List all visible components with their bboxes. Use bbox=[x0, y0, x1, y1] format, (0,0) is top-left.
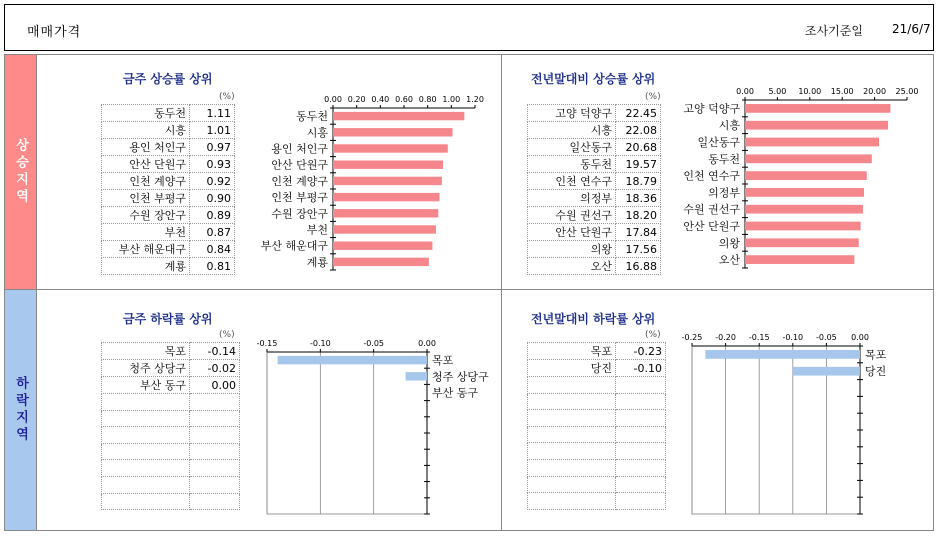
table-row bbox=[528, 476, 666, 493]
region-name: 시흥 bbox=[102, 122, 190, 139]
category-label: 인천 연수구 bbox=[683, 169, 740, 183]
unit-weekly-down: (%) bbox=[219, 330, 235, 340]
category-label: 오산 bbox=[718, 253, 740, 267]
table-row bbox=[102, 476, 240, 493]
rate-value bbox=[190, 493, 240, 510]
bar bbox=[333, 144, 448, 152]
table-row bbox=[102, 156, 235, 173]
x-tick-label: 0.00 bbox=[418, 339, 436, 348]
region-name: 안산 단원구 bbox=[102, 156, 190, 173]
rate-value: 22.45 bbox=[616, 105, 661, 122]
unit-ytd-down: (%) bbox=[645, 330, 661, 340]
table-row bbox=[528, 139, 661, 156]
bar bbox=[333, 160, 443, 168]
region-name bbox=[528, 459, 616, 476]
category-label: 수원 장안구 bbox=[271, 207, 328, 221]
table-row bbox=[528, 459, 666, 476]
region-name: 의왕 bbox=[528, 241, 616, 258]
x-tick-label: 0.80 bbox=[418, 95, 437, 104]
region-name: 인천 계양구 bbox=[102, 173, 190, 190]
category-label: 당진 bbox=[865, 365, 887, 379]
bar bbox=[745, 188, 864, 197]
region-name: 목포 bbox=[102, 343, 190, 360]
table-row bbox=[528, 443, 666, 460]
rate-value: -0.23 bbox=[616, 343, 666, 360]
rate-value: 0.87 bbox=[190, 224, 235, 241]
table-row bbox=[528, 360, 666, 377]
bar bbox=[333, 209, 438, 217]
x-tick-label: 0.00 bbox=[324, 95, 342, 104]
region-name: 목포 bbox=[528, 343, 616, 360]
table-row bbox=[102, 443, 240, 460]
table-row bbox=[102, 139, 235, 156]
region-name: 당진 bbox=[528, 360, 616, 377]
rate-value: -0.14 bbox=[190, 343, 240, 360]
table-row bbox=[528, 393, 666, 410]
region-name bbox=[102, 460, 190, 477]
table-row bbox=[102, 343, 240, 360]
category-label: 시흥 bbox=[718, 119, 740, 133]
x-tick-label: 0.00 bbox=[736, 87, 754, 96]
region-name: 안산 단원구 bbox=[528, 224, 616, 241]
category-label: 부산 해운대구 bbox=[260, 239, 328, 253]
panel-title-weekly-up: 금주 상승률 상위 bbox=[123, 72, 213, 86]
rate-value: 17.56 bbox=[616, 241, 661, 258]
category-label: 계룡 bbox=[306, 255, 328, 269]
table-row bbox=[528, 258, 661, 275]
category-label: 인천 계양구 bbox=[271, 174, 328, 188]
region-name bbox=[102, 443, 190, 460]
region-name: 부천 bbox=[102, 224, 190, 241]
region-name bbox=[528, 393, 616, 410]
section-label-falling bbox=[5, 290, 36, 530]
table-row bbox=[528, 173, 661, 190]
table-row bbox=[102, 394, 240, 411]
rate-value: 22.08 bbox=[616, 122, 661, 139]
table-row bbox=[528, 207, 661, 224]
chart-ytd-up bbox=[667, 86, 929, 272]
table-row bbox=[102, 190, 235, 207]
bar bbox=[745, 238, 859, 247]
category-label: 부천 bbox=[306, 223, 328, 237]
table-ytd-down bbox=[527, 342, 666, 510]
chart-ytd-down bbox=[680, 330, 930, 518]
bar bbox=[745, 255, 854, 264]
bar bbox=[278, 356, 427, 364]
region-name bbox=[528, 410, 616, 427]
rate-value bbox=[616, 459, 666, 476]
rate-value bbox=[616, 443, 666, 460]
region-name bbox=[102, 410, 190, 427]
rate-value: 20.68 bbox=[616, 139, 661, 156]
rate-value: -0.02 bbox=[190, 360, 240, 377]
rate-value: 0.92 bbox=[190, 173, 235, 190]
region-name bbox=[528, 476, 616, 493]
x-tick-label: 1.00 bbox=[442, 95, 461, 104]
table-row bbox=[102, 360, 240, 377]
region-name: 계룡 bbox=[102, 258, 190, 275]
region-name bbox=[528, 426, 616, 443]
section-divider bbox=[4, 289, 934, 290]
x-tick-label: -0.10 bbox=[782, 333, 804, 342]
bar bbox=[333, 193, 440, 201]
region-name: 부산 동구 bbox=[102, 377, 190, 394]
category-label: 시흥 bbox=[306, 126, 328, 140]
category-label: 부산 동구 bbox=[432, 386, 479, 400]
bar bbox=[793, 367, 860, 376]
category-label: 목포 bbox=[865, 348, 887, 362]
bar bbox=[745, 171, 867, 180]
bar bbox=[333, 241, 432, 249]
table-row bbox=[528, 241, 661, 258]
x-tick-label: 0.40 bbox=[371, 95, 390, 104]
survey-date-label: 조사기준일 bbox=[805, 24, 863, 38]
rate-value: 17.84 bbox=[616, 224, 661, 241]
x-tick-label: -0.05 bbox=[363, 339, 385, 348]
table-weekly-up bbox=[101, 104, 235, 275]
bar bbox=[406, 372, 427, 380]
bar bbox=[333, 225, 436, 233]
category-label: 청주 상당구 bbox=[432, 370, 489, 384]
rate-value: 1.11 bbox=[190, 105, 235, 122]
bar bbox=[333, 258, 429, 266]
table-row bbox=[102, 207, 235, 224]
region-name bbox=[528, 493, 616, 510]
rate-value: 1.01 bbox=[190, 122, 235, 139]
rate-value: 0.97 bbox=[190, 139, 235, 156]
rate-value bbox=[190, 460, 240, 477]
region-name: 시흥 bbox=[528, 122, 616, 139]
table-row bbox=[102, 427, 240, 444]
unit-ytd-up: (%) bbox=[645, 92, 661, 102]
rate-value bbox=[190, 410, 240, 427]
chart-weekly-down bbox=[255, 336, 500, 518]
bar bbox=[333, 128, 453, 136]
rate-value: 18.36 bbox=[616, 190, 661, 207]
x-tick-label: -0.25 bbox=[681, 333, 703, 342]
rate-value bbox=[616, 476, 666, 493]
plot-frame bbox=[267, 352, 427, 514]
rate-value bbox=[616, 377, 666, 394]
region-name: 인천 부평구 bbox=[102, 190, 190, 207]
rate-value bbox=[190, 394, 240, 411]
bar bbox=[745, 154, 872, 163]
table-row bbox=[102, 493, 240, 510]
x-tick-label: 1.20 bbox=[466, 95, 484, 104]
category-label: 용인 처인구 bbox=[271, 142, 328, 156]
table-row bbox=[102, 224, 235, 241]
category-label: 고양 덕양구 bbox=[683, 102, 740, 116]
bar bbox=[705, 350, 860, 359]
region-name bbox=[528, 443, 616, 460]
side-divider bbox=[36, 54, 37, 531]
table-row bbox=[528, 343, 666, 360]
rate-value bbox=[616, 393, 666, 410]
region-name: 일산동구 bbox=[528, 139, 616, 156]
table-row bbox=[528, 410, 666, 427]
category-label: 의정부 bbox=[708, 186, 740, 200]
panel-title-ytd-down: 전년말대비 하락률 상위 bbox=[531, 312, 656, 326]
rate-value: 0.89 bbox=[190, 207, 235, 224]
table-row bbox=[102, 241, 235, 258]
table-row bbox=[528, 377, 666, 394]
survey-date-value: 21/6/7 bbox=[892, 22, 931, 36]
table-row bbox=[102, 173, 235, 190]
rate-value: 0.00 bbox=[190, 377, 240, 394]
region-name bbox=[102, 493, 190, 510]
region-name: 부산 해운대구 bbox=[102, 241, 190, 258]
section-label-rising bbox=[5, 55, 36, 289]
rate-value bbox=[616, 426, 666, 443]
x-tick-label: 10.00 bbox=[798, 87, 822, 96]
category-label: 동두천 bbox=[296, 110, 328, 124]
region-name: 의정부 bbox=[528, 190, 616, 207]
table-row bbox=[528, 426, 666, 443]
region-name: 용인 처인구 bbox=[102, 139, 190, 156]
x-tick-label: 0.20 bbox=[347, 95, 366, 104]
rate-value bbox=[616, 410, 666, 427]
region-name bbox=[528, 377, 616, 394]
table-row bbox=[102, 258, 235, 275]
table-ytd-up bbox=[527, 104, 661, 275]
region-name: 고양 덕양구 bbox=[528, 105, 616, 122]
x-tick-label: -0.20 bbox=[715, 333, 736, 342]
table-row bbox=[528, 156, 661, 173]
category-label: 안산 단원구 bbox=[271, 158, 328, 172]
table-row bbox=[102, 105, 235, 122]
region-name bbox=[102, 476, 190, 493]
region-name bbox=[102, 394, 190, 411]
unit-weekly-up: (%) bbox=[219, 92, 235, 102]
x-tick-label: 5.00 bbox=[768, 87, 787, 96]
region-name: 인천 연수구 bbox=[528, 173, 616, 190]
x-tick-label: 20.00 bbox=[863, 87, 887, 96]
rate-value: -0.10 bbox=[616, 360, 666, 377]
category-label: 안산 단원구 bbox=[683, 220, 740, 233]
rate-value: 18.79 bbox=[616, 173, 661, 190]
category-label: 수원 권선구 bbox=[683, 203, 740, 217]
header-bar bbox=[4, 4, 934, 51]
chart-weekly-up bbox=[245, 92, 495, 272]
table-row bbox=[102, 410, 240, 427]
table-row bbox=[528, 190, 661, 207]
region-name: 동두천 bbox=[102, 105, 190, 122]
x-tick-label: -0.15 bbox=[256, 339, 278, 348]
region-name: 동두천 bbox=[528, 156, 616, 173]
bar bbox=[745, 205, 863, 214]
bar bbox=[745, 222, 861, 231]
bar bbox=[745, 104, 890, 113]
page-title: 매매가격 bbox=[27, 25, 82, 40]
table-row bbox=[102, 460, 240, 477]
bar bbox=[745, 138, 879, 147]
x-tick-label: 15.00 bbox=[830, 87, 854, 96]
rate-value: 18.20 bbox=[616, 207, 661, 224]
rate-value: 0.93 bbox=[190, 156, 235, 173]
rate-value: 0.90 bbox=[190, 190, 235, 207]
category-label: 인천 부평구 bbox=[271, 191, 328, 205]
x-tick-label: 25.00 bbox=[895, 87, 919, 96]
x-tick-label: -0.05 bbox=[816, 333, 837, 342]
bar bbox=[745, 121, 888, 130]
region-name bbox=[102, 427, 190, 444]
x-tick-label: -0.15 bbox=[748, 333, 770, 342]
bar bbox=[333, 177, 442, 185]
panel-title-ytd-up: 전년말대비 상승률 상위 bbox=[531, 72, 656, 86]
rate-value bbox=[190, 427, 240, 444]
region-name: 수원 권선구 bbox=[528, 207, 616, 224]
table-row bbox=[102, 122, 235, 139]
section-label-rising-text: 상승지역 bbox=[13, 138, 28, 206]
table-row bbox=[528, 224, 661, 241]
table-row bbox=[528, 105, 661, 122]
category-label: 목포 bbox=[432, 354, 454, 368]
category-label: 동두천 bbox=[708, 152, 740, 166]
region-name: 청주 상당구 bbox=[102, 360, 190, 377]
bar bbox=[333, 112, 464, 120]
category-label: 일산동구 bbox=[697, 136, 740, 149]
x-tick-label: 0.60 bbox=[395, 95, 413, 104]
rate-value bbox=[190, 476, 240, 493]
x-tick-label: -0.10 bbox=[309, 339, 331, 348]
region-name: 수원 장안구 bbox=[102, 207, 190, 224]
panel-title-weekly-down: 금주 하락률 상위 bbox=[123, 312, 213, 326]
category-label: 의왕 bbox=[718, 236, 740, 250]
section-label-falling-text: 하락지역 bbox=[13, 376, 28, 444]
rate-value: 16.88 bbox=[616, 258, 661, 275]
table-row bbox=[102, 377, 240, 394]
table-weekly-down bbox=[101, 342, 240, 510]
center-divider bbox=[501, 54, 502, 531]
rate-value: 19.57 bbox=[616, 156, 661, 173]
rate-value: 0.81 bbox=[190, 258, 235, 275]
region-name: 오산 bbox=[528, 258, 616, 275]
table-row bbox=[528, 493, 666, 510]
table-row bbox=[528, 122, 661, 139]
rate-value bbox=[616, 493, 666, 510]
x-tick-label: 0.00 bbox=[851, 333, 869, 342]
rate-value bbox=[190, 443, 240, 460]
rate-value: 0.84 bbox=[190, 241, 235, 258]
